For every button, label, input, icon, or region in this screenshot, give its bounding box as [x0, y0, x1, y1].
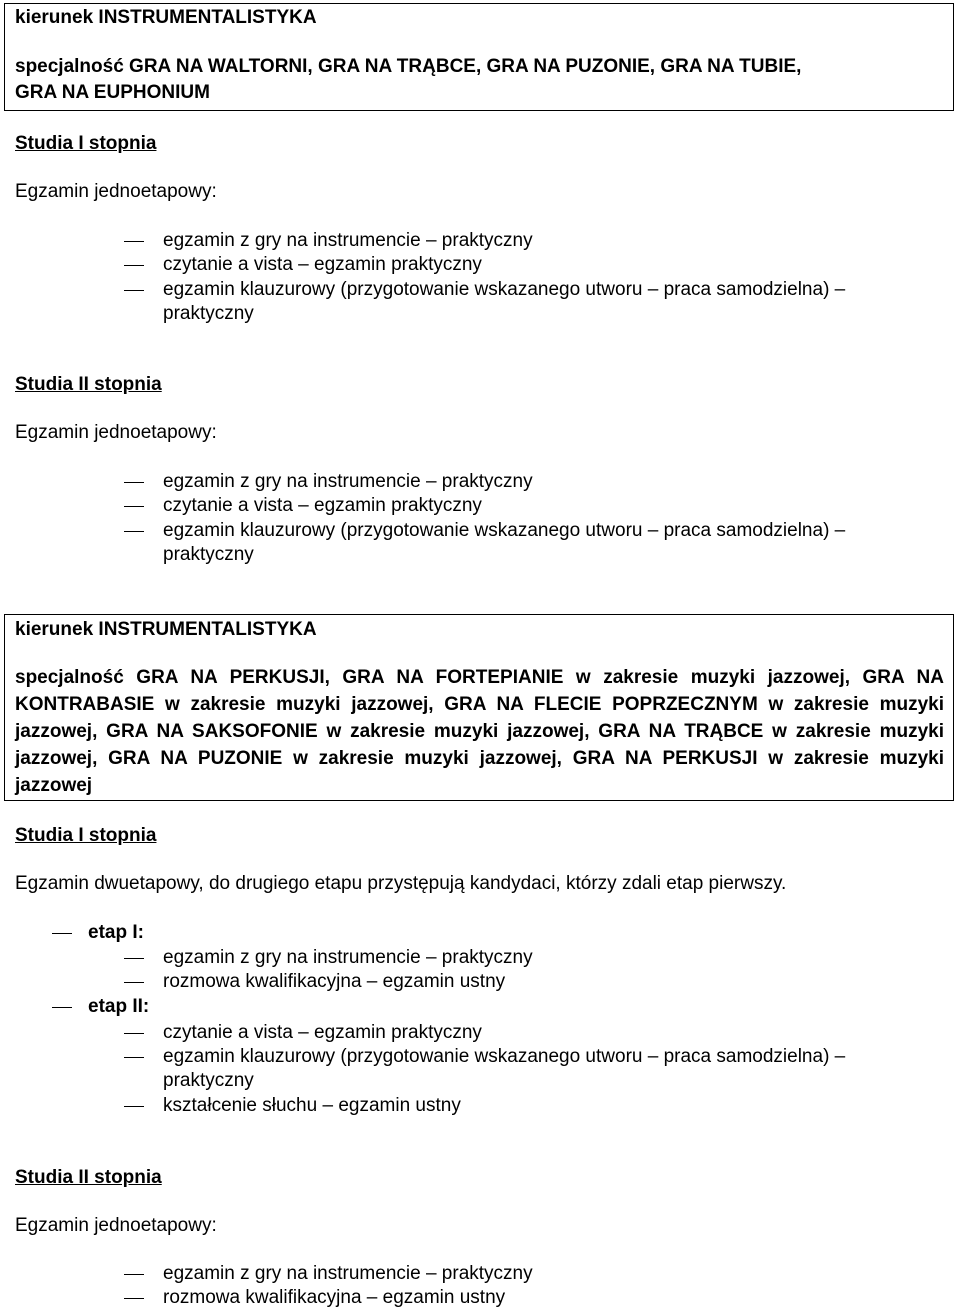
dash-bullet — [124, 265, 144, 266]
list-item: kształcenie słuchu – egzamin ustny — [163, 1095, 461, 1116]
list-item: egzamin z gry na instrumencie – praktyczny — [163, 1263, 533, 1284]
dash-bullet — [124, 1298, 144, 1299]
box-kierunek-title: kierunek INSTRUMENTALISTYKA — [15, 7, 317, 28]
list-item: egzamin klauzurowy (przygotowanie wskazanego utworu – praca samodzielna) – — [163, 1046, 846, 1067]
exam-description: Egzamin jednoetapowy: — [15, 181, 217, 202]
dash-bullet — [124, 958, 144, 959]
dash-bullet — [124, 506, 144, 507]
list-item: czytanie a vista – egzamin praktyczny — [163, 254, 482, 275]
box-specjalnosc-line: GRA NA EUPHONIUM — [15, 82, 210, 103]
dash-bullet — [124, 290, 144, 291]
dash-bullet — [124, 982, 144, 983]
list-item: rozmowa kwalifikacyjna – egzamin ustny — [163, 1287, 506, 1308]
list-item: egzamin z gry na instrumencie – praktyczny — [163, 471, 533, 492]
box-specjalnosc-paragraph: specjalność GRA NA PERKUSJI, GRA NA FORTEPIANIE w zakresie muzyki jazzowej, GRA NA KONTRABASIE w zakresie muzyki jazzowej, GRA NA FLECIE POPRZECZNYM w zakresie muzyki jazzowej, GRA NA SAKSOFONIE w zakresie muzyki jazzowej, GRA NA TRĄBCE w zakresie muzyki jazzowej, GRA NA PUZONIE w zakresie muzyki jazzowej, GRA NA PERKUSJI w zakresie muzyki jazzowej — [15, 667, 944, 796]
dash-bullet — [52, 933, 72, 934]
dash-bullet — [124, 241, 144, 242]
dash-bullet — [124, 1274, 144, 1275]
stage-label: etap II: — [88, 996, 150, 1017]
box-kierunek-title: kierunek INSTRUMENTALISTYKA — [15, 619, 317, 640]
list-item: rozmowa kwalifikacyjna – egzamin ustny — [163, 971, 506, 992]
section-heading: Studia I stopnia — [15, 825, 157, 846]
dash-bullet — [124, 1033, 144, 1034]
section-heading: Studia II stopnia — [15, 1167, 162, 1188]
list-item-continued: praktyczny — [163, 1070, 254, 1091]
list-item-continued: praktyczny — [163, 544, 254, 565]
stage-label: etap I: — [88, 922, 144, 943]
dash-bullet — [124, 531, 144, 532]
list-item: czytanie a vista – egzamin praktyczny — [163, 1022, 482, 1043]
exam-description: Egzamin dwuetapowy, do drugiego etapu przystępują kandydaci, którzy zdali etap pierwszy. — [15, 873, 787, 894]
exam-description: Egzamin jednoetapowy: — [15, 422, 217, 443]
dash-bullet — [52, 1007, 72, 1008]
section-heading: Studia I stopnia — [15, 133, 157, 154]
dash-bullet — [124, 1106, 144, 1107]
list-item: czytanie a vista – egzamin praktyczny — [163, 495, 482, 516]
list-item: egzamin z gry na instrumencie – praktyczny — [163, 230, 533, 251]
list-item: egzamin klauzurowy (przygotowanie wskazanego utworu – praca samodzielna) – — [163, 279, 846, 300]
box-specjalnosc-line: specjalność GRA NA WALTORNI, GRA NA TRĄBCE, GRA NA PUZONIE, GRA NA TUBIE, — [15, 56, 802, 77]
list-item-continued: praktyczny — [163, 303, 254, 324]
dash-bullet — [124, 1057, 144, 1058]
section-heading: Studia II stopnia — [15, 374, 162, 395]
list-item: egzamin z gry na instrumencie – praktyczny — [163, 947, 533, 968]
list-item: egzamin klauzurowy (przygotowanie wskazanego utworu – praca samodzielna) – — [163, 520, 846, 541]
dash-bullet — [124, 482, 144, 483]
exam-description: Egzamin jednoetapowy: — [15, 1215, 217, 1236]
